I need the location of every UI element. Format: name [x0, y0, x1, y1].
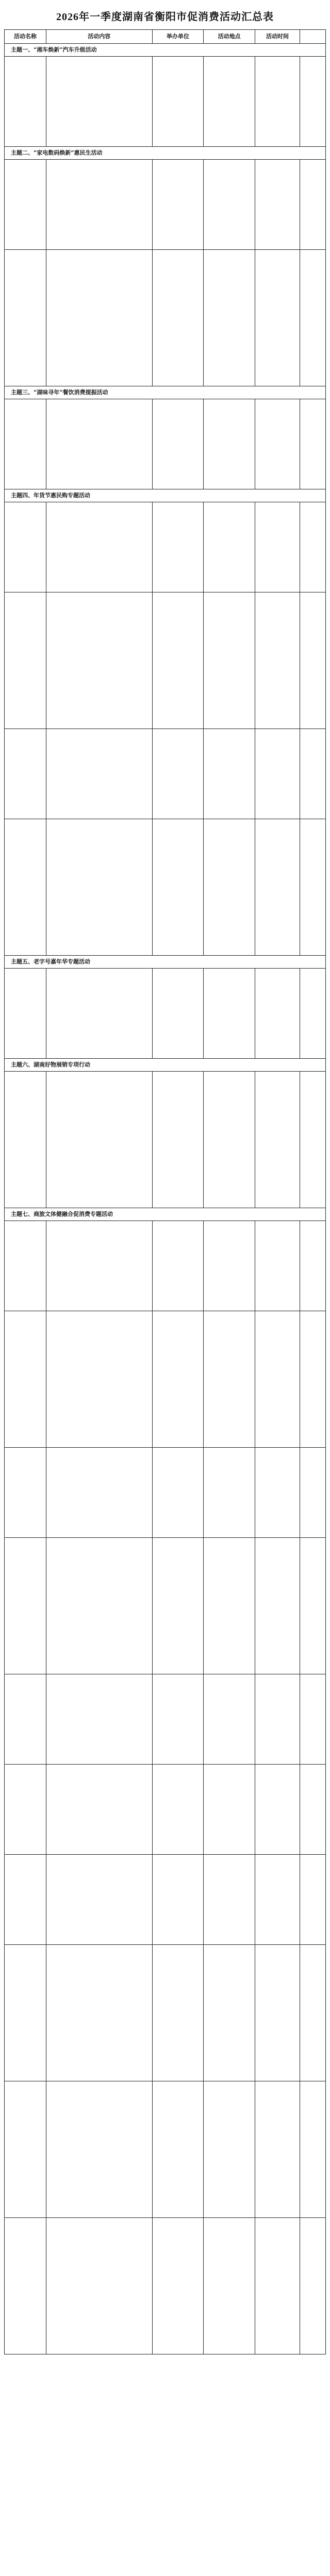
section-header-row [5, 489, 326, 502]
activity-extra-cell [300, 819, 326, 956]
activity-extra-cell [300, 1221, 326, 1311]
activity-extra-cell [300, 1448, 326, 1538]
table-row [5, 1072, 326, 1208]
activity-org-cell [152, 160, 204, 250]
activity-place-cell [204, 1855, 255, 1945]
table-row [5, 399, 326, 489]
table-row [5, 250, 326, 386]
activity-place-cell [204, 2081, 255, 2218]
table-row [5, 1221, 326, 1311]
section-title: 主题六、湖南好物展销专项行动 [5, 1059, 326, 1072]
activity-time-cell [255, 160, 300, 250]
activity-name-cell [5, 1221, 46, 1311]
activity-time-cell [255, 1448, 300, 1538]
section-title: 主题四、年货节惠民购专题活动 [5, 489, 326, 502]
activity-extra-cell [300, 729, 326, 819]
activity-extra-cell [300, 160, 326, 250]
activity-place-cell [204, 1674, 255, 1765]
activity-org-cell [152, 399, 204, 489]
activity-content-cell [46, 57, 152, 147]
activity-name-cell [5, 729, 46, 819]
activity-place-cell [204, 57, 255, 147]
activity-time-cell [255, 1221, 300, 1311]
activity-content-cell [46, 1221, 152, 1311]
section-header-row [5, 147, 326, 160]
activity-time-cell [255, 399, 300, 489]
activity-time-cell [255, 1311, 300, 1448]
activity-extra-cell [300, 1311, 326, 1448]
activity-place-cell [204, 819, 255, 956]
activity-org-cell [152, 1674, 204, 1765]
activity-org-cell [152, 1072, 204, 1208]
table-row [5, 2218, 326, 2354]
activity-time-cell [255, 502, 300, 592]
activity-org-cell [152, 729, 204, 819]
activity-place-cell [204, 160, 255, 250]
activity-name-cell [5, 592, 46, 729]
activity-extra-cell [300, 969, 326, 1059]
activity-org-cell [152, 1221, 204, 1311]
activity-name-cell [5, 1765, 46, 1855]
activity-time-cell [255, 1945, 300, 2081]
activity-org-cell [152, 969, 204, 1059]
table-row [5, 969, 326, 1059]
table-row [5, 729, 326, 819]
activity-content-cell [46, 1765, 152, 1855]
activity-place-cell [204, 1448, 255, 1538]
activity-org-cell [152, 250, 204, 386]
activity-org-cell [152, 1765, 204, 1855]
activity-name-cell [5, 1072, 46, 1208]
table-row [5, 1674, 326, 1765]
table-row [5, 57, 326, 147]
activity-place-cell [204, 969, 255, 1059]
activity-content-cell [46, 1674, 152, 1765]
section-header-row [5, 386, 326, 399]
activity-extra-cell [300, 502, 326, 592]
activity-place-cell [204, 502, 255, 592]
activity-table [4, 29, 326, 2354]
activity-content-cell [46, 1538, 152, 1674]
activity-place-cell [204, 1765, 255, 1855]
activity-org-cell [152, 1311, 204, 1448]
activity-extra-cell [300, 1072, 326, 1208]
activity-org-cell [152, 1538, 204, 1674]
activity-extra-cell [300, 592, 326, 729]
section-header-row [5, 1208, 326, 1221]
section-title: 主题三、“湖味寻年”餐饮消费提振活动 [5, 386, 326, 399]
activity-name-cell [5, 1311, 46, 1448]
activity-org-cell [152, 502, 204, 592]
activity-org-cell [152, 1855, 204, 1945]
activity-name-cell [5, 819, 46, 956]
activity-time-cell [255, 2218, 300, 2354]
table-row [5, 1311, 326, 1448]
activity-extra-cell [300, 1765, 326, 1855]
activity-name-cell [5, 1945, 46, 2081]
section-title: 主题一、“湘车焕新”汽车升级活动 [5, 44, 326, 57]
activity-org-cell [152, 1945, 204, 2081]
activity-time-cell [255, 1674, 300, 1765]
activity-time-cell [255, 1538, 300, 1674]
activity-name-cell [5, 2218, 46, 2354]
activity-name-cell [5, 250, 46, 386]
activity-name-cell [5, 502, 46, 592]
activity-time-cell [255, 592, 300, 729]
activity-extra-cell [300, 57, 326, 147]
activity-content-cell [46, 969, 152, 1059]
activity-content-cell [46, 1855, 152, 1945]
activity-place-cell [204, 250, 255, 386]
section-header-row [5, 1059, 326, 1072]
table-row [5, 160, 326, 250]
activity-name-cell [5, 399, 46, 489]
activity-place-cell [204, 1945, 255, 2081]
activity-extra-cell [300, 250, 326, 386]
activity-place-cell [204, 1311, 255, 1448]
activity-place-cell [204, 729, 255, 819]
activity-name-cell [5, 969, 46, 1059]
activity-content-cell [46, 250, 152, 386]
activity-extra-cell [300, 1945, 326, 2081]
section-header-row [5, 956, 326, 969]
activity-time-cell [255, 729, 300, 819]
activity-org-cell [152, 57, 204, 147]
activity-time-cell [255, 57, 300, 147]
activity-content-cell [46, 160, 152, 250]
column-header-content: 活动内容 [46, 30, 152, 44]
activity-extra-cell [300, 2081, 326, 2218]
activity-content-cell [46, 729, 152, 819]
activity-content-cell [46, 1311, 152, 1448]
column-header-time: 活动时间 [255, 30, 300, 44]
activity-place-cell [204, 399, 255, 489]
activity-name-cell [5, 1674, 46, 1765]
activity-time-cell [255, 1765, 300, 1855]
table-row [5, 502, 326, 592]
activity-name-cell [5, 1538, 46, 1674]
activity-place-cell [204, 1221, 255, 1311]
column-header-extra [300, 30, 326, 44]
activity-place-cell [204, 2218, 255, 2354]
table-row [5, 1538, 326, 1674]
activity-place-cell [204, 1538, 255, 1674]
activity-time-cell [255, 969, 300, 1059]
activity-extra-cell [300, 2218, 326, 2354]
activity-name-cell [5, 160, 46, 250]
activity-extra-cell [300, 1674, 326, 1765]
activity-content-cell [46, 2218, 152, 2354]
table-header-row [5, 30, 326, 44]
activity-place-cell [204, 1072, 255, 1208]
activity-content-cell [46, 1945, 152, 2081]
activity-time-cell [255, 819, 300, 956]
activity-org-cell [152, 592, 204, 729]
activity-time-cell [255, 1072, 300, 1208]
activity-content-cell [46, 502, 152, 592]
activity-org-cell [152, 1448, 204, 1538]
table-body [5, 44, 326, 2354]
activity-extra-cell [300, 1855, 326, 1945]
section-title: 主题七、商旅文体健融合促消费专题活动 [5, 1208, 326, 1221]
table-row [5, 1945, 326, 2081]
section-title: 主题二、“家电数码焕新”惠民生活动 [5, 147, 326, 160]
column-header-place: 活动地点 [204, 30, 255, 44]
activity-extra-cell [300, 1538, 326, 1674]
table-row [5, 1765, 326, 1855]
activity-time-cell [255, 2081, 300, 2218]
activity-content-cell [46, 1072, 152, 1208]
activity-place-cell [204, 592, 255, 729]
activity-org-cell [152, 819, 204, 956]
section-title: 主题五、老字号嘉年华专题活动 [5, 956, 326, 969]
activity-content-cell [46, 399, 152, 489]
activity-name-cell [5, 57, 46, 147]
activity-content-cell [46, 819, 152, 956]
activity-time-cell [255, 250, 300, 386]
column-header-org: 举办单位 [152, 30, 204, 44]
table-row [5, 2081, 326, 2218]
table-row [5, 592, 326, 729]
activity-time-cell [255, 1855, 300, 1945]
table-row [5, 1855, 326, 1945]
activity-content-cell [46, 2081, 152, 2218]
activity-content-cell [46, 592, 152, 729]
activity-org-cell [152, 2081, 204, 2218]
activity-org-cell [152, 2218, 204, 2354]
activity-name-cell [5, 1855, 46, 1945]
table-row [5, 1448, 326, 1538]
activity-name-cell [5, 1448, 46, 1538]
section-header-row [5, 44, 326, 57]
activity-extra-cell [300, 399, 326, 489]
document-title: 2026年一季度湖南省衡阳市促消费活动汇总表 [56, 11, 274, 23]
activity-content-cell [46, 1448, 152, 1538]
activity-name-cell [5, 2081, 46, 2218]
column-header-name: 活动名称 [5, 30, 46, 44]
table-row [5, 819, 326, 956]
